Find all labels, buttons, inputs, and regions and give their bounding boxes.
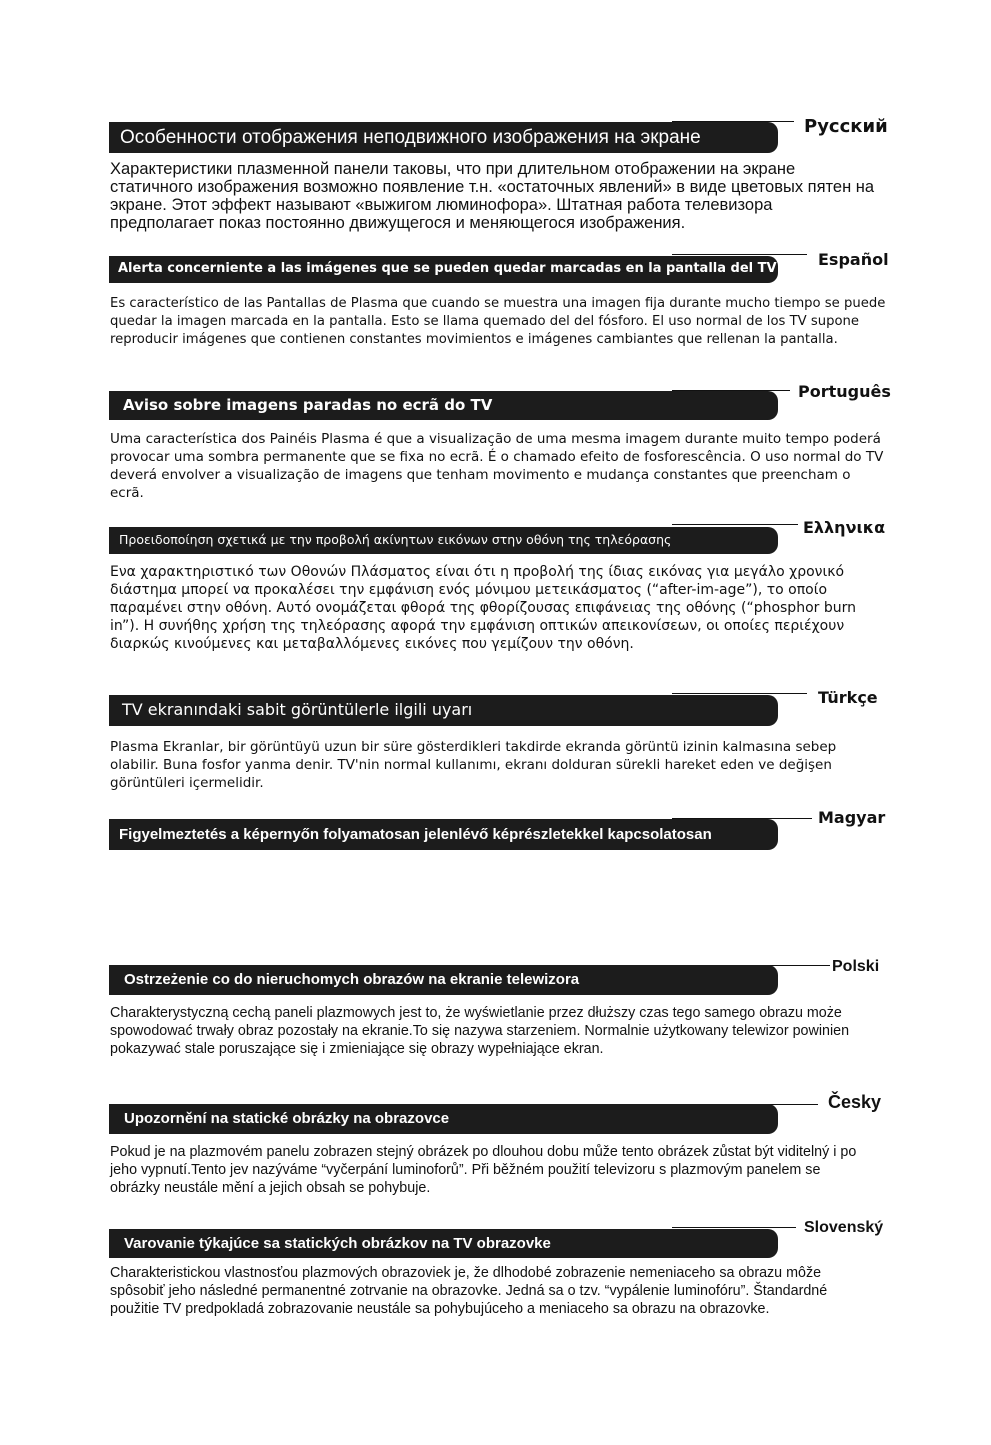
section-heading: TV ekranındaki sabit görüntülerle ilgili uyarı <box>122 700 473 719</box>
section-body <box>110 430 885 502</box>
body-text: Pokud je na plazmovém panelu zobrazen stejný obrázek po dlouhou dobu může tento obrázek zůstat být viditelný i po jeho vypnutí.Tento jev nazýváme “vyčerpání luminoforů”. Při běžném použití televizoru s plazmovým panelem se obrázky neustále mění a jejich obsah se pohybuje. <box>110 1144 857 1196</box>
language-label: Español <box>818 250 889 269</box>
section-heading-bar <box>109 527 778 554</box>
section-heading-bar <box>109 1229 778 1258</box>
header-rule <box>672 693 807 694</box>
language-label: Slovenský <box>804 1219 884 1236</box>
section-heading-bar <box>109 819 778 850</box>
section-heading: Upozornění na statické obrázky na obrazovce <box>124 1110 450 1127</box>
section-body <box>110 1264 870 1318</box>
section-body <box>110 1143 870 1197</box>
language-label: Português <box>798 382 891 401</box>
body-text: Charakterystyczną cechą paneli plazmowych jest to, że wyświetlanie przez dłuższy czas tego samego obrazu może spowodować trwały obraz pozostały na ekranie.To się nazywa starzeniem. Normalnie użytkowany telewizor powinien pokazywać stale poruszające się i zmieniające się obrazy wypełniające ekran. <box>110 1005 850 1057</box>
body-text: Характеристики плазменной панели таковы, что при длительном отображении на экране статичного изображения возможно появление т.н. «остаточных явлений» в виде цветовых пятен на экране. Этот эффект называют «выжигом люминофора». Штатная работа телевизора предполагает показ постоянно движущегося и меняющегося изображения. <box>110 160 875 232</box>
language-label: Türkçe <box>818 688 878 707</box>
body-text: Es característico de las Pantallas de Plasma que cuando se muestra una imagen fija durante mucho tiempo se puede quedar la imagen marcada en la pantalla. Esto se llama quemado del del fósforo. El uso normal de los TV supone reproducir imágenes que contienen constantes movimientos e imágenes cambiantes que rellenan la pantalla. <box>110 296 886 347</box>
header-rule <box>672 524 798 525</box>
section-heading: Особенности отображения неподвижного изображения на экране <box>120 127 701 148</box>
language-label: Ελληνικα <box>803 518 886 537</box>
language-label: Magyar <box>818 808 886 827</box>
section-heading: Προειδοποίηση σχετικά με την προβολή ακίνητων εικόνων στην οθόνη της τηλεόρασης <box>119 532 672 547</box>
section-body <box>110 563 875 653</box>
section-body <box>110 738 885 792</box>
section-heading-bar <box>109 122 778 153</box>
section-heading: Figyelmeztetés a képernyőn folyamatosan jelenlévő képrészletekkel kapcsolatosan <box>119 826 712 843</box>
language-label: Česky <box>828 1092 882 1112</box>
body-text: Ενα χαρακτηριστικό των Οθονών Πλάσματος είναι ότι η προβολή της ίδιας εικόνας για μεγάλο χρονικό διάστημα μπορεί να προκαλέσει την εμφάνιση ενός μόνιμου μετεικάσματος (“after-im-age”), το οποίο παραμένει στην οθόνη. Αυτό ονομάζεται φθορά της φθορίζουσας επιφάνειας της οθόνης (“phosphor burn in”). Η συνήθης χρήση της τηλεόρασης αφορά την εμφάνιση οπτικών απεικονίσεων, οι οποίες περιέχουν διαρκώς κινούμενες και μεταβαλλόμενες εικόνες που γεμίζουν την οθόνη. <box>110 564 856 652</box>
language-label: Polski <box>832 958 880 975</box>
section-heading: Alerta concerniente a las imágenes que se pueden quedar marcadas en la pantalla del TV <box>118 261 777 276</box>
body-text: Plasma Ekranlar, bir görüntüyü uzun bir süre gösterdikleri takdirde ekranda görüntü izinin kalmasına sebep olabilir. Buna fosfor yanma denir. TV'nin normal kullanımı, ekranı dolduran sürekli hareket eden ve değişen görüntüleri içermelidir. <box>110 739 837 791</box>
header-rule <box>672 254 807 255</box>
body-text: Charakteristickou vlastnosťou plazmových obrazoviek je, že dlhodobé zobrazenie nemeniaceho sa obrazu môže spôsobiť jeho následné permanentné zotrvanie na obrazovke. Jedná sa o tzv. “vypálenie luminofóru”. Štandardné použitie TV predpokladá zobrazovanie neustále sa pohybujúceho a meniaceho sa obrazu na obrazovke. <box>110 1265 828 1317</box>
section-body <box>110 1004 870 1058</box>
body-text: Uma característica dos Painéis Plasma é que a visualização de uma mesma imagem durante muito tempo poderá provocar uma sombra permanente que se fixa no ecrã. É o chamado efeito de fosforescência. O uso normal do TV deverá envolver a visualização de imagens que tenham movimento e mudança constantes que preencham o ecrã. <box>110 431 884 501</box>
section-heading-bar <box>109 1104 778 1134</box>
section-body <box>110 295 888 349</box>
section-heading-bar <box>109 965 778 995</box>
section-heading: Aviso sobre imagens paradas no ecrã do TV <box>123 396 493 414</box>
language-label: Русский <box>804 116 888 137</box>
section-body <box>110 160 880 232</box>
section-heading-bar <box>109 256 778 283</box>
section-heading: Ostrzeżenie co do nieruchomych obrazów na ekranie telewizora <box>124 971 580 988</box>
section-heading: Varovanie týkajúce sa statických obrázkov na TV obrazovke <box>124 1235 551 1252</box>
section-heading-bar <box>109 391 778 420</box>
section-heading-bar <box>109 695 778 726</box>
header-rule <box>672 1227 796 1228</box>
